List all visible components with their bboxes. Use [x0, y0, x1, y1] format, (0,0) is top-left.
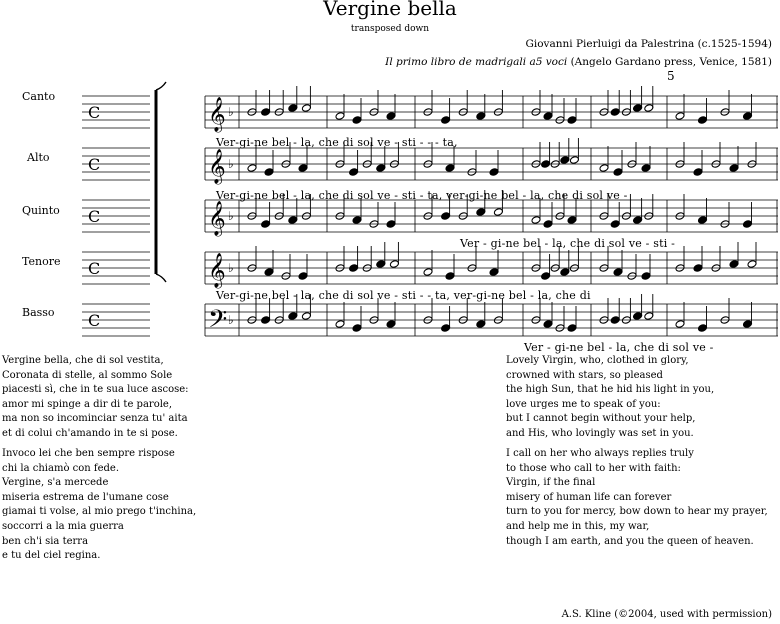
voice-name-quinto: Quinto	[22, 204, 60, 217]
source-publisher: (Angelo Gardano press, Venice, 1581)	[567, 56, 772, 68]
note-head	[476, 208, 486, 217]
note-head	[335, 320, 345, 329]
note-head	[476, 320, 486, 329]
note-head	[301, 104, 311, 113]
voice-name-alto: Alto	[27, 151, 50, 164]
note-head	[261, 220, 271, 229]
note-head	[352, 324, 362, 333]
poem-english-stanza-1: Lovely Virgin, who, clothed in glory, crowned with stars, so pleased the high Sun, that he hid his light in you, love urges me to speak of you: but I cannot begin without your help, and His, who lovingly was set in you.	[506, 355, 715, 439]
lyrics-canto: Ver-gi-ne bel - la, che di sol ve - sti - - - ta,	[216, 136, 458, 149]
note-head	[675, 320, 685, 329]
note-head	[747, 260, 757, 269]
note-head	[493, 208, 503, 217]
note-head	[376, 260, 386, 269]
note-head	[543, 220, 553, 229]
note-head	[698, 216, 708, 225]
note-head	[743, 112, 753, 121]
poem-english-stanza-2: I call on her who always replies truly to those who call to her with faith: Virgin, if the final misery of human life can forever turn to you for mercy, bow down to hear my prayer, and help me in this, my war, though I am earth, and you the queen of heaven.	[506, 448, 768, 547]
staff-alto	[82, 148, 778, 180]
note-head	[335, 112, 345, 121]
voice-name-canto: Canto	[22, 90, 56, 103]
note-head	[541, 272, 551, 281]
note-head	[386, 320, 396, 329]
note-head	[531, 216, 541, 225]
note-head	[376, 164, 386, 173]
note-head	[389, 260, 399, 269]
note-head	[386, 220, 396, 229]
note-head	[729, 260, 739, 269]
note-head	[489, 168, 499, 177]
note-head	[633, 312, 643, 321]
note-head	[352, 116, 362, 125]
lyrics-basso: Ver - gi-ne bel - la, che di sol ve -	[524, 341, 714, 354]
note-head	[543, 112, 553, 121]
note-head	[560, 156, 570, 165]
note-head	[693, 168, 703, 177]
bracket-top-hook	[156, 82, 166, 90]
note-head	[441, 212, 451, 221]
voice-name-basso: Basso	[22, 306, 55, 319]
note-head	[301, 312, 311, 321]
bar-number: 5	[667, 69, 675, 83]
note-head	[288, 216, 298, 225]
time-signature: C	[88, 103, 101, 122]
note-head	[541, 160, 551, 169]
time-signature: C	[88, 259, 101, 278]
lyrics-alto: Ver-gi-ne bel - la, che di sol ve - sti - ta, ver-gi-ne bel - la, che di sol ve -	[216, 189, 628, 202]
note-head	[264, 268, 274, 277]
note-head	[298, 272, 308, 281]
time-signature: C	[88, 311, 101, 330]
note-head	[264, 168, 274, 177]
note-head	[698, 324, 708, 333]
note-head	[298, 164, 308, 173]
note-head	[644, 312, 654, 321]
note-head	[610, 220, 620, 229]
clef: 𝄞	[208, 149, 226, 184]
note-head	[613, 268, 623, 277]
bracket-bottom-hook	[156, 274, 166, 282]
composer-line: Giovanni Pierluigi da Palestrina (c.1525-1594)	[525, 38, 772, 50]
note-head	[610, 316, 620, 325]
key-signature-flat: ♭	[228, 313, 234, 327]
note-head	[441, 116, 451, 125]
key-signature-flat: ♭	[228, 105, 234, 119]
note-head	[352, 216, 362, 225]
note-head	[261, 108, 271, 117]
note-head	[445, 272, 455, 281]
note-head	[476, 112, 486, 121]
note-head	[610, 108, 620, 117]
piece-title: Vergine bella	[323, 0, 457, 20]
note-head	[567, 116, 577, 125]
note-head	[644, 104, 654, 113]
clef: 𝄞	[208, 253, 226, 288]
note-head	[633, 104, 643, 113]
note-head	[261, 316, 271, 325]
note-head	[633, 216, 643, 225]
note-head	[445, 164, 455, 173]
staff-basso	[82, 304, 778, 336]
translation-credit: A.S. Kline (©2004, used with permission)	[561, 609, 772, 620]
staff-canto	[82, 96, 778, 128]
note-head	[423, 268, 433, 277]
note-head	[288, 104, 298, 113]
note-head	[288, 312, 298, 321]
poem-italian-stanza-1: Vergine bella, che di sol vestita, Coronata di stelle, al sommo Sole piacesti sì, che in te sua luce ascose: amor mi spinge a dir di te parole, ma non so incominciar senza tu' aita et di colui ch'amando in te si pose.	[2, 355, 189, 439]
note-head	[693, 264, 703, 273]
note-head	[613, 168, 623, 177]
key-signature-flat: ♭	[228, 157, 234, 171]
clef: 𝄢	[208, 305, 228, 340]
note-head	[569, 156, 579, 165]
time-signature: C	[88, 207, 101, 226]
staff-tenore	[82, 252, 778, 284]
note-head	[567, 324, 577, 333]
note-head	[599, 164, 609, 173]
note-head	[349, 168, 359, 177]
note-head	[641, 164, 651, 173]
lyrics-quinto: Ver - gi-ne bel - la, che di sol ve - sti -	[460, 237, 676, 250]
staff-quinto	[82, 200, 778, 232]
note-head	[675, 112, 685, 121]
source-title: Il primo libro de madrigali a5 voci	[385, 56, 568, 68]
lyrics-tenore: Ver-gi-ne bel - la, che di sol ve - sti - - ta, ver-gi-ne bel - la, che di	[216, 289, 591, 302]
clef: 𝄞	[208, 201, 226, 236]
note-head	[349, 264, 359, 273]
clef: 𝄞	[208, 97, 226, 132]
key-signature-flat: ♭	[228, 209, 234, 223]
poem-italian-stanza-2: Invoco lei che ben sempre rispose chi la chiamò con fede. Vergine, s'a mercede miseria estrema de l'umane cose giamai ti volse, al mio prego t'inchina, soccorri a la mia guerra ben ch'i sia terra e tu del ciel regina.	[2, 448, 197, 562]
note-head	[641, 272, 651, 281]
subtitle: transposed down	[350, 24, 430, 34]
time-signature: C	[88, 155, 101, 174]
note-head	[567, 216, 577, 225]
note-head	[560, 268, 570, 277]
note-head	[743, 320, 753, 329]
note-head	[543, 320, 553, 329]
note-head	[489, 268, 499, 277]
note-head	[441, 324, 451, 333]
note-head	[247, 164, 257, 173]
note-head	[698, 116, 708, 125]
note-head	[743, 220, 753, 229]
note-head	[729, 164, 739, 173]
voice-name-tenore: Tenore	[22, 255, 61, 268]
key-signature-flat: ♭	[228, 261, 234, 275]
note-head	[386, 112, 396, 121]
